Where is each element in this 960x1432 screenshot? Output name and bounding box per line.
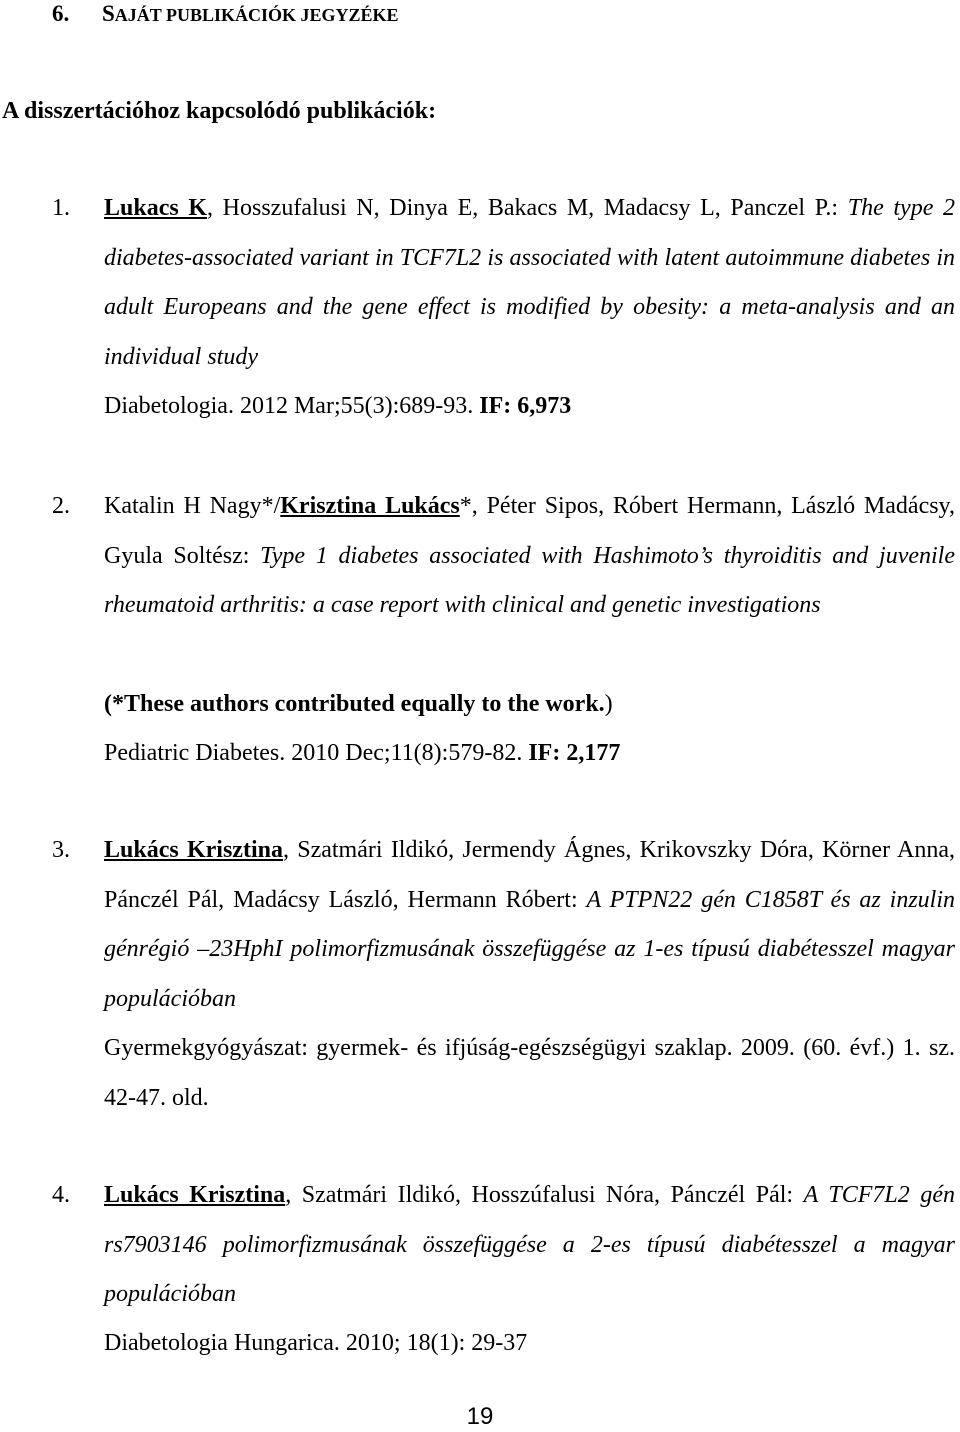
co-authors: , Szatmári Ildikó, Jermendy Ágnes, Krikovszky Dóra, Körner Anna, Pánczél Pál, Madácsy László, Hermann Róbert:	[104, 837, 955, 913]
publication-number: 3.	[52, 837, 70, 863]
co-authors: , Szatmári Ildikó, Hosszúfalusi Nóra, Pánczél Pál:	[285, 1182, 804, 1208]
publication-body	[104, 826, 955, 1024]
publication-title: Type 1 diabetes associated with Hashimoto’s thyroiditis and juvenile rheumatoid arthritis: a case report with clinical and genetic investigations	[104, 542, 955, 618]
section-title-rest: AJÁT PUBLIKÁCIÓK JEGYZÉKE	[114, 5, 399, 25]
publication-citation	[104, 729, 955, 779]
highlighted-author: Krisztina Lukács	[280, 493, 460, 519]
section-number: 6.	[52, 1, 70, 26]
page-number: 19	[466, 1403, 494, 1430]
publication-citation	[104, 1024, 955, 1123]
note-close: )	[604, 691, 613, 717]
first-author: Katalin H Nagy*/	[104, 493, 281, 519]
journal-citation: Gyermekgyógyászat: gyermek- és ifjúság-egészségügyi szaklap. 2009. (60. évf.) 1. sz. 42-47. old.	[104, 1035, 955, 1111]
publication-title: The type 2 diabetes-associated variant in TCF7L2 is associated with latent autoimmune diabetes in adult Europeans and the gene effect is modified by obesity: a meta-analysis and an individual study	[104, 195, 955, 370]
publication-citation	[104, 382, 955, 432]
publication-body	[104, 1171, 955, 1320]
journal-citation: Diabetologia. 2012 Mar;55(3):689-93.	[104, 393, 480, 419]
subsection-heading: A disszertációhoz kapcsolódó publikációk:	[2, 98, 437, 124]
publication-number: 4.	[52, 1182, 70, 1208]
co-authors: *, Péter Sipos, Róbert Hermann, László Madácsy, Gyula Soltész:	[104, 493, 955, 569]
publication-citation	[104, 1319, 955, 1369]
publication-number: 1.	[52, 195, 70, 221]
journal-citation: Diabetologia Hungarica. 2010; 18(1): 29-37	[104, 1330, 528, 1356]
section-heading	[52, 0, 399, 29]
highlighted-author: Lukács Krisztina	[104, 1182, 286, 1208]
journal-citation: Pediatric Diabetes. 2010 Dec;11(8):579-82.	[104, 740, 529, 766]
publication-number: 2.	[52, 493, 70, 519]
publication-title: A TCF7L2 gén rs7903146 polimorfizmusának összefüggése a 2-es típusú diabétesszel a magyar populációban	[104, 1182, 955, 1307]
section-title-initial: S	[102, 1, 115, 26]
impact-factor: IF: 6,973	[479, 393, 572, 419]
publication-body	[104, 184, 955, 382]
impact-factor: IF: 2,177	[528, 740, 621, 766]
highlighted-author: Lukács Krisztina	[104, 837, 283, 863]
equal-contribution-note	[104, 680, 955, 730]
note-text: (*These authors contributed equally to the work.	[104, 691, 605, 717]
publication-title: A PTPN22 gén C1858T és az inzulin génrégió –23HphI polimorfizmusának összefüggése az 1-es típusú diabétesszel magyar populációban	[104, 886, 955, 1012]
publication-body	[104, 482, 955, 631]
highlighted-author: Lukacs K	[104, 195, 208, 221]
co-authors: , Hosszufalusi N, Dinya E, Bakacs M, Madacsy L, Panczel P.:	[207, 195, 839, 221]
